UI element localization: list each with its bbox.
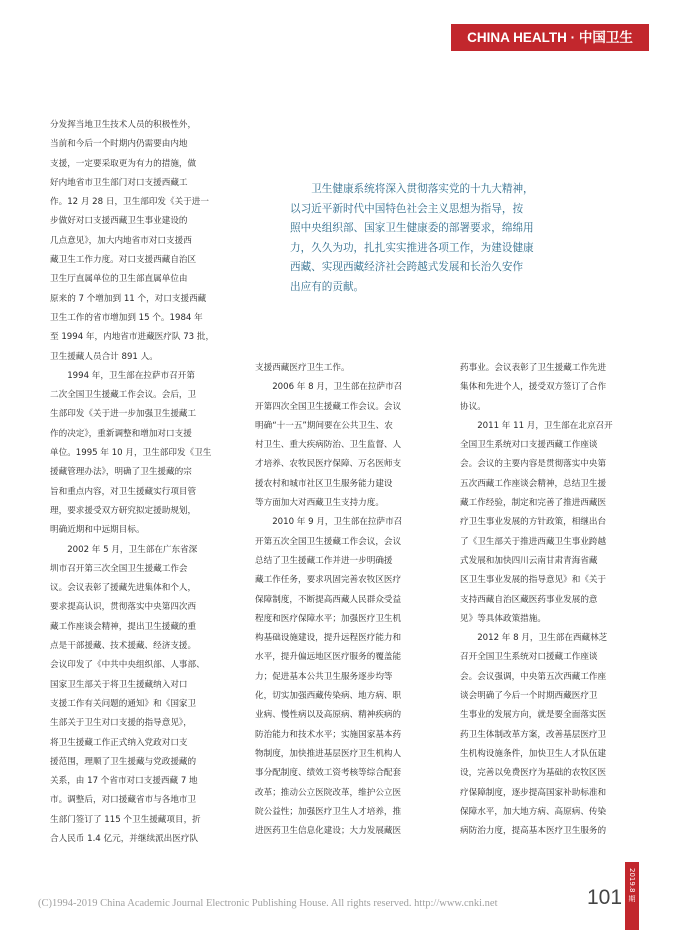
text-line: 2012 年 8 月，卫生部在西藏林芝 — [477, 633, 608, 644]
text-line: 集体和先进个人，援受双方签订了合作 — [460, 382, 607, 393]
text-line: 2002 年 5 月，卫生部在广东省深 — [67, 544, 198, 555]
text-line: 五次西藏工作座谈会精神，总结卫生援 — [460, 478, 607, 489]
text-line: 病防治力度，提高基本医疗卫生服务的 — [460, 826, 607, 837]
text-line: 生机构设施条件，加快卫生人才队伍建 — [460, 748, 607, 759]
text-line: 明确近期和中远期目标。 — [50, 525, 145, 536]
text-line: 要求提高认识，贯彻落实中央第四次西 — [50, 602, 197, 613]
text-line: 才培养、农牧民医疗保障、万名医师支 — [255, 459, 402, 470]
text-line: 生部印发《关于进一步加强卫生援藏工 — [50, 409, 197, 420]
copyright-footer: (C)1994-2019 China Academic Journal Electronic Publishing House. All rights reserved. http://www.cnki.net — [38, 898, 498, 909]
text-line: 村卫生、重大疾病防治、卫生监督、人 — [255, 440, 402, 451]
text-line: 卫生健康系统将深入贯彻落实党的十九大精神， — [311, 183, 534, 195]
text-line: 步做好对口支援西藏卫生事业建设的 — [50, 216, 188, 227]
text-line: 市。调整后，对口援藏省市与各地市卫 — [50, 795, 197, 806]
text-line: 以习近平新时代中国特色社会主义思想为指导，按 — [290, 202, 524, 215]
text-line: 开第四次全国卫生援藏工作会议。会议 — [255, 401, 402, 412]
text-line: 至 1994 年，内地省市进藏医疗队 73 批， — [50, 332, 215, 343]
text-line: 保障水平，加大地方病、高原病、传染 — [460, 806, 607, 817]
text-line: 物制度，加快推进基层医疗卫生机构人 — [255, 748, 402, 759]
text-line: 明确“十一五”期间要在公共卫生、农 — [255, 420, 393, 431]
text-line: 化，切实加强西藏传染病、地方病、职 — [255, 691, 402, 702]
text-line: 全国卫生系统对口支援西藏工作座谈 — [460, 440, 598, 451]
text-line: 支援，一定要采取更为有力的措施，做 — [50, 158, 197, 169]
text-line: 圳市召开第三次全国卫生援藏工作会 — [50, 563, 188, 574]
text-line: 进医药卫生信息化建设；大力发展藏医 — [255, 826, 402, 837]
text-line: 藏工作座谈会精神，提出卫生援藏的重 — [50, 621, 197, 632]
text-line: 1994 年，卫生部在拉萨市召开第 — [67, 370, 195, 381]
text-line: 作的决定》，重新调整和增加对口支援 — [50, 428, 192, 439]
text-line: 会。会议的主要内容是贯彻落实中央第 — [460, 459, 607, 470]
pull-quote — [290, 180, 602, 297]
text-line: 国家卫生部关于将卫生援藏纳入对口 — [50, 679, 188, 690]
text-line: 好内地省市卫生部门对口支援西藏工 — [50, 177, 188, 188]
text-line: 藏工作经验，制定和完善了推进西藏医 — [460, 498, 607, 509]
page-number: 101 — [587, 886, 623, 909]
text-line: 2011 年 11 月，卫生部在北京召开 — [477, 420, 613, 431]
text-line: 生事业的发展方向，就是要全面落实医 — [460, 710, 607, 721]
text-line: 旨和重点内容，对卫生援藏实行项目管 — [50, 486, 197, 497]
text-line: 开第五次全国卫生援藏工作会议，会议 — [255, 536, 402, 547]
issue-side-bar — [625, 862, 639, 930]
text-line: 几点意见》，加大内地省市对口支援西 — [50, 235, 192, 246]
text-line: 改革；推动公立医院改革，维护公立医 — [255, 787, 402, 798]
text-line: 保障制度，不断提高西藏人民群众受益 — [255, 594, 402, 605]
text-line: 西藏、实现西藏经济社会跨越式发展和长治久安作 — [290, 261, 524, 273]
text-line: 设，完善以免费医疗为基础的农牧区医 — [460, 768, 607, 779]
text-line: 援农村和城市社区卫生服务能力建设 — [255, 478, 393, 489]
text-line: 构基础设施建设，提升远程医疗能力和 — [255, 633, 402, 644]
text-line: 点是干部援藏、技术援藏、经济支援。 — [50, 641, 197, 652]
text-line: 理，要求援受双方研究拟定援助规划， — [50, 505, 197, 516]
text-line: 召开全国卫生系统对口援藏工作座谈 — [460, 652, 598, 663]
text-line: 卫生工作的省市增加到 15 个。1984 年 — [50, 312, 203, 323]
text-line: 会。会议强调，中央第五次西藏工作座 — [460, 671, 607, 682]
text-line: 谈会明确了今后一个时期西藏医疗卫 — [460, 691, 598, 702]
text-line: 业病、慢性病以及高原病、精神疾病的 — [255, 710, 402, 721]
text-line: 2010 年 9 月，卫生部在拉萨市召 — [272, 517, 403, 528]
text-line: 单位。1995 年 10 月，卫生部印发《卫生 — [50, 448, 212, 459]
text-line: 支援工作有关问题的通知》和《国家卫 — [50, 698, 197, 709]
text-line: 分发挥当地卫生技术人员的积极性外， — [50, 120, 197, 130]
text-line: 卫生厅直属单位的卫生部直属单位由 — [50, 274, 188, 285]
text-line: 议。会议表彰了援藏先进集体和个人， — [50, 583, 197, 594]
text-line: 援藏管理办法》，明确了卫生援藏的宗 — [50, 467, 192, 478]
text-line: 疗保障制度，逐步提高国家补助标准和 — [460, 787, 607, 798]
text-line: 藏工作任务，要求巩固完善农牧区医疗 — [255, 575, 402, 586]
text-line: 水平，提升偏远地区医疗服务的覆盖能 — [255, 652, 402, 663]
text-line: 藏卫生工作力度。对口支援西藏自治区 — [50, 255, 197, 266]
text-line: 程度和医疗保障水平；加强医疗卫生机 — [255, 613, 402, 624]
article-column-1 — [50, 116, 238, 849]
article-column-2 — [255, 359, 435, 841]
text-line: 疗卫生事业发展的方针政策，相继出台 — [460, 517, 607, 528]
text-line: 合人民币 1.4 亿元，并继续派出医疗队 — [50, 833, 199, 844]
text-line: 院公益性；加强医疗卫生人才培养，推 — [255, 806, 402, 817]
text-line: 原来的 7 个增加到 11 个，对口支援西藏 — [50, 293, 207, 304]
text-line: 总结了卫生援藏工作并进一步明确援 — [255, 555, 393, 566]
text-line: 将卫生援藏工作正式纳入党政对口支 — [50, 737, 188, 748]
text-line: 照中央组织部、国家卫生健康委的部署要求，绵绵用 — [290, 222, 534, 234]
text-line: 支援西藏医疗卫生工作。 — [255, 363, 350, 373]
article-column-3 — [460, 359, 638, 841]
text-line: 生部门签订了 115 个卫生援藏项目，折 — [50, 814, 201, 825]
text-line: 援范围，理顺了卫生援藏与党政援藏的 — [50, 756, 197, 767]
text-line: 支持西藏自治区藏医药事业发展的意 — [460, 594, 598, 605]
text-line: 卫生援藏人员合计 891 人。 — [50, 351, 158, 362]
text-line: 防治能力和技术水平；实施国家基本药 — [255, 729, 402, 740]
text-line: 关系，由 17 个省市对口支援西藏 7 地 — [50, 776, 198, 787]
text-line: 药卫生体制改革方案，改善基层医疗卫 — [460, 729, 607, 740]
text-line: 作。12 月 28 日，卫生部印发《关于进一 — [50, 197, 209, 208]
issue-label: 2019.8 期 — [628, 868, 636, 902]
section-header-tag: CHINA HEALTH · 中国卫生 — [451, 24, 649, 51]
text-line: 生部关于卫生对口支援的指导意见》， — [50, 718, 192, 729]
text-line: 见》等具体政策措施。 — [460, 613, 546, 624]
text-line: 会议印发了《中共中央组织部、人事部、 — [50, 660, 205, 671]
text-line: 药事业。会议表彰了卫生援藏工作先进 — [460, 363, 607, 373]
text-line: 二次全国卫生援藏工作会议。会后，卫 — [50, 390, 197, 401]
text-line: 当前和今后一个时期内仍需要由内地 — [50, 139, 188, 150]
text-line: 力；促进基本公共卫生服务逐步均等 — [255, 671, 393, 682]
text-line: 式发展和加快四川云南甘肃青海省藏 — [460, 555, 598, 566]
text-line: 力，久久为功，扎扎实实推进各项工作，为建设健康 — [290, 241, 534, 254]
text-line: 区卫生事业发展的指导意见》和《关于 — [460, 575, 607, 586]
text-line: 了《卫生部关于推进西藏卫生事业跨越 — [460, 536, 607, 547]
text-line: 出应有的贡献。 — [290, 280, 365, 293]
text-line: 2006 年 8 月，卫生部在拉萨市召 — [272, 382, 403, 393]
text-line: 协议。 — [460, 401, 486, 412]
text-line: 等方面加大对西藏卫生支持力度。 — [255, 498, 384, 509]
text-line: 事分配制度、绩效工资考核等综合配套 — [255, 768, 402, 779]
